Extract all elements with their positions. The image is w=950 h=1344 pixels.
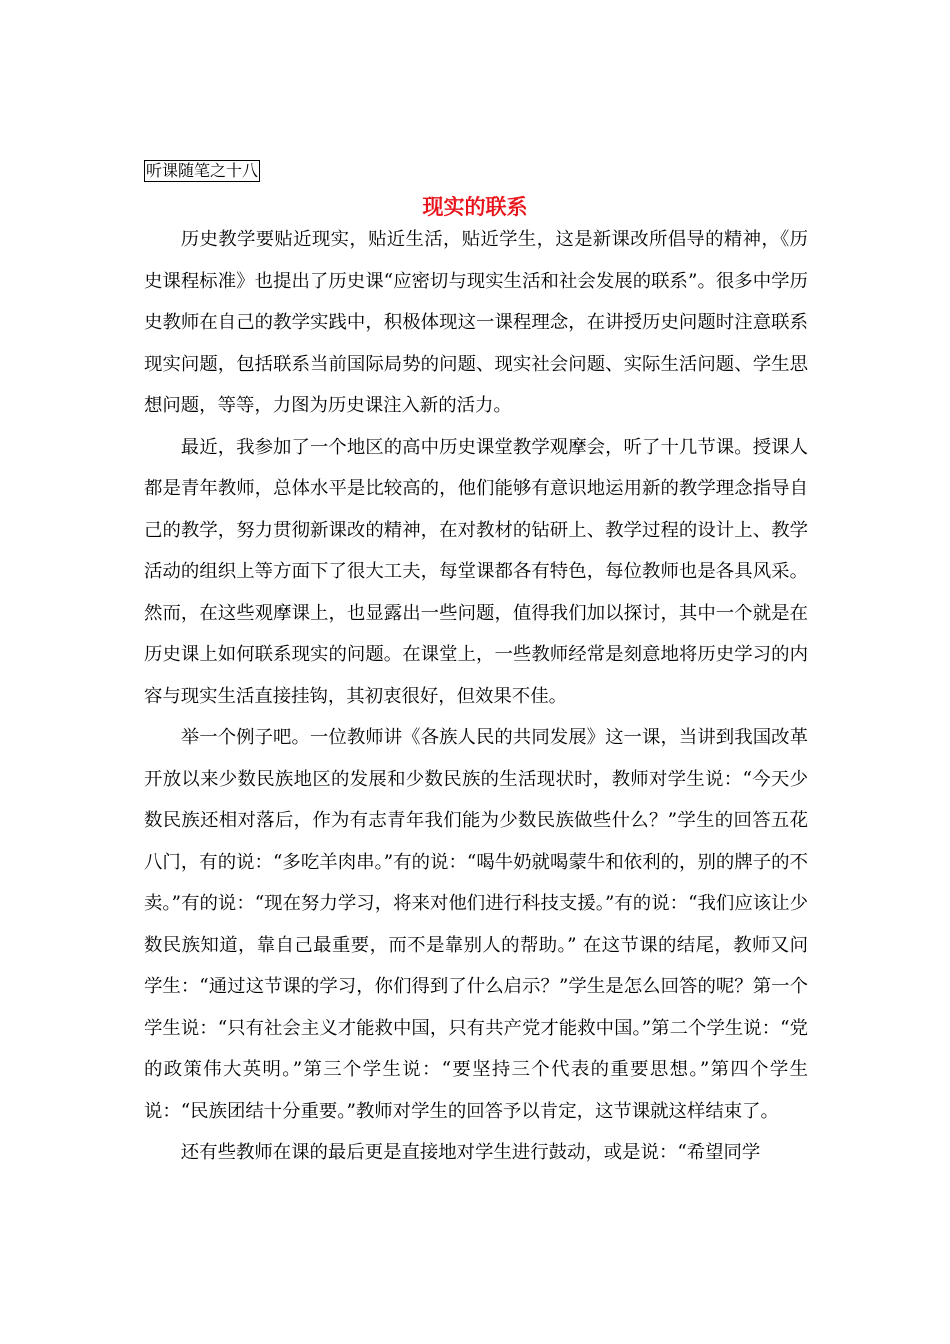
paragraph-3: 举一个例子吧。一位教师讲《各族人民的共同发展》这一课，当讲到我国改革开放以来少数民族地区的发展和少数民族的生活现状时，教师对学生说：“今天少数民族还相对落后，作为有志青年我们能为少数民族做些什么？”学生的回答五花八门，有的说：“多吃羊肉串。”有的说：“喝牛奶就喝蒙牛和依利的，别的牌子的不卖。”有的说：“现在努力学习，将来对他们进行科技支援。”有的说：“我们应该让少数民族知道，靠自己最重要，而不是靠别人的帮助。” 在这节课的结尾，教师又问学生：“通过这节课的学习，你们得到了什么启示？”学生是怎么回答的呢？第一个学生说：“只有社会主义才能救中国，只有共产党才能救中国。”第二个学生说：“党的政策伟大英明。”第三个学生说：“要坚持三个代表的重要思想。”第四个学生说：“民族团结十分重要。”教师对学生的回答予以肯定，这节课就这样结束了。 — [144, 727, 808, 1122]
paragraph-2: 最近，我参加了一个地区的高中历史课堂教学观摩会，听了十几节课。授课人都是青年教师，总体水平是比较高的，他们能够有意识地运用新的教学理念指导自己的教学，努力贯彻新课改的精神，在对教材的钻研上、教学过程的设计上、教学活动的组织上等方面下了很大工夫，每堂课都各有特色，每位教师也是各具风采。然而，在这些观摩课上，也显露出一些问题，值得我们加以探讨，其中一个就是在历史课上如何联系现实的问题。在课堂上，一些教师经常是刻意地将历史学习的内容与现实生活直接挂钩，其初衷很好，但效果不佳。 — [144, 436, 808, 707]
series-label: 听课随笔之十八 — [146, 161, 259, 180]
paragraph-4: 还有些教师在课的最后更是直接地对学生进行鼓动，或是说：“希望同学 — [180, 1142, 761, 1163]
article-body — [144, 219, 808, 1174]
document-title: 现实的联系 — [422, 194, 528, 219]
paragraph-1: 历史教学要贴近现实，贴近生活，贴近学生，这是新课改所倡导的精神，《历史课程标准》也提出了历史课“应密切与现实生活和社会发展的联系”。很多中学历史教师在自己的教学实践中，积极体现这一课程理念，在讲授历史问题时注意联系现实问题，包括联系当前国际局势的问题、现实社会问题、实际生活问题、学生思想问题，等等，力图为历史课注入新的活力。 — [144, 229, 808, 416]
